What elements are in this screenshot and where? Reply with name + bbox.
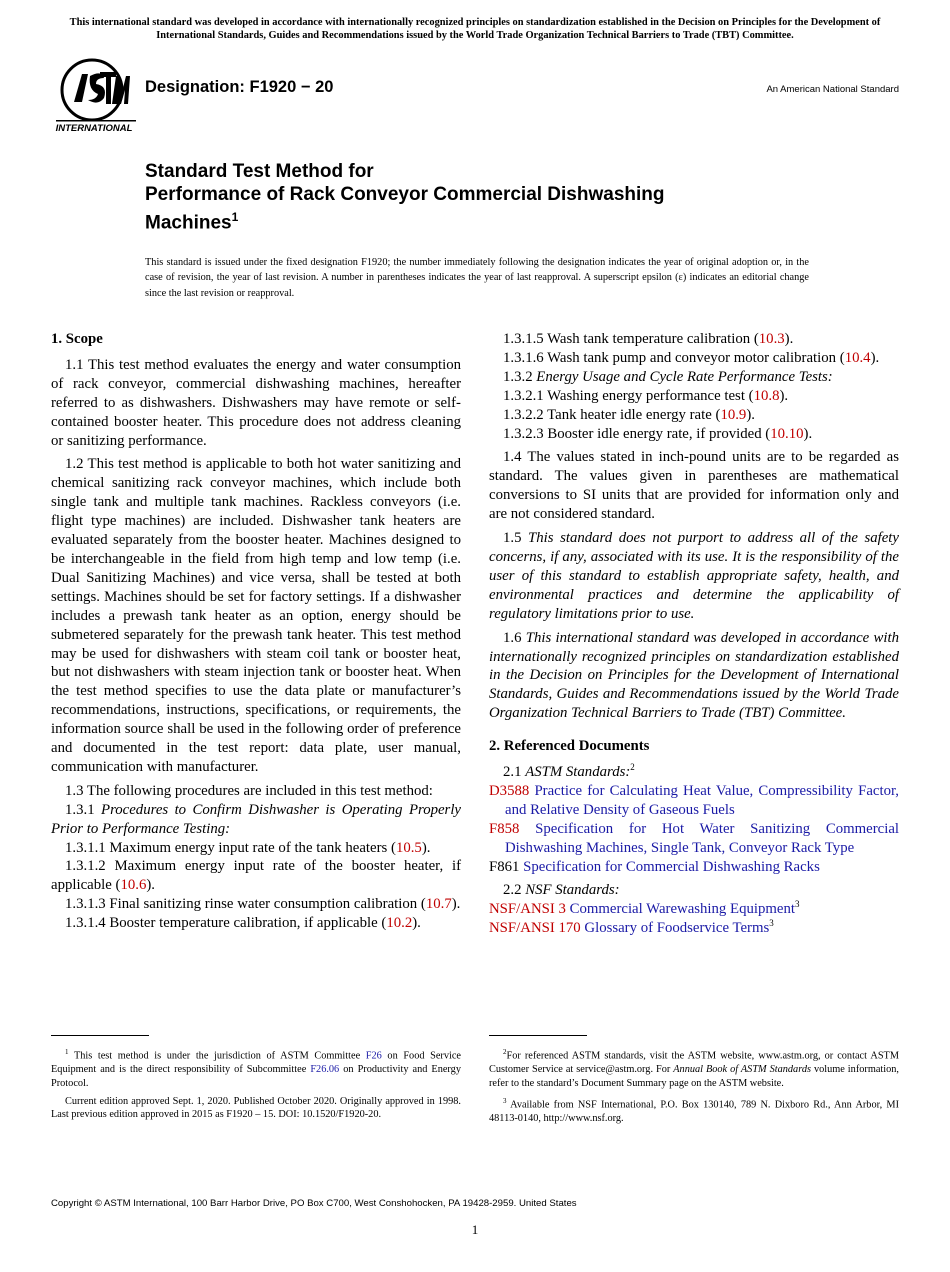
footnotes-left xyxy=(51,1046,461,1126)
ref-item-f858 xyxy=(489,820,899,858)
footnote-3: $^3$ Available from NSF International, P.O. Box 130140, 789 N. Dixboro Rd., Ann Arbor, MI 48113-0140, http://www.nsf.org. xyxy=(489,1096,899,1124)
para-1-3-2-1: 1.3.2.1 Washing energy performance test (10.8). xyxy=(503,387,789,404)
ref-link[interactable]: 10.8 xyxy=(753,387,780,404)
para-1-4: 1.4 The values stated in inch-pound units are to be regarded as standard. The values given in parentheses are mathematical conversions to SI units that are provided for information only and are not considered standard. xyxy=(489,449,899,523)
copyright-notice: Copyright © ASTM International, 100 Barr Harbor Drive, PO Box C700, West Conshohocken, PA 19428-2959. United States xyxy=(51,1198,577,1209)
para-1-3: 1.3 The following procedures are included in this test method: xyxy=(65,782,433,799)
para-1-2: 1.2 This test method is applicable to both hot water sanitizing and chemical sanitizing rack conveyor machines, which include both single tank and multiple tank machines. Rackless conveyors (i.e. flight type machines) are included. Dishwasher tank heaters are evaluated separately from the booster heater. Machines designed to be interchangeable in the field from high temp and low temp (i.e. Dual Sanitizing Machines) and vice versa, shall be tested at both settings. Machines should be set for factory settings. If a dishwasher includes a prewash tank heater as an option, energy should be submetered separately for the prewash tank heater. This test method may be used for dishwashers with steam coil tank or booster heat, but not dishwashers with steam injection tank or booster heat. When the test method specifies to use the data plate or manufacturer’s recommendations, instructions, specifications, or requirements, the information source shall be used in the following order of preference and documented in the test report: data plate, user manual, communication with manufacturer. xyxy=(51,456,461,775)
para-1-3-1: 1.3.1 Procedures to Confirm Dishwasher is Operating Properly Prior to Performance Testing: xyxy=(51,801,461,837)
american-national-standard-label: An American National Standard xyxy=(766,84,899,95)
ref-title-link[interactable]: Commercial Warewashing Equipment xyxy=(569,901,795,918)
footnote-rule-left xyxy=(51,1035,149,1036)
para-1-3-1-1: 1.3.1.1 Maximum energy input rate of the tank heaters (10.5). xyxy=(65,839,431,856)
title-line-1: Standard Test Method for xyxy=(145,161,374,182)
para-1-3-1-6: 1.3.1.6 Wash tank pump and conveyor motor calibration (10.4). xyxy=(503,349,880,366)
para-1-3-2-3: 1.3.2.3 Booster idle energy rate, if provided (10.10). xyxy=(503,425,813,442)
title-line-3: Machines$^1$ xyxy=(145,210,239,234)
para-1-3-2-2: 1.3.2.2 Tank heater idle energy rate (10.9). xyxy=(503,406,755,423)
footnote-edition: Current edition approved Sept. 1, 2020. Published October 2020. Originally approved in 1998. Last previous edition approved in 2015 as F1920 – 15. DOI: 10.1520/F1920-20. xyxy=(51,1095,461,1121)
ref-code-link[interactable]: D3588 xyxy=(489,782,530,799)
astm-standards-label: 2.1 ASTM Standards:$^2$ xyxy=(503,762,635,781)
ref-item-nsf-170: NSF/ANSI 170 Glossary of Foodservice Terms$^3$ xyxy=(489,918,774,937)
ref-item-f861 xyxy=(489,858,899,877)
ref-title-link[interactable]: Specification for Hot Water Sanitizing Commercial Dishwashing Machines, Single Tank, Conveyor Rack Type xyxy=(505,820,899,856)
footnote-rule-right xyxy=(489,1035,587,1036)
ref-code-link[interactable]: F858 xyxy=(489,820,520,837)
para-1-3-2: 1.3.2 Energy Usage and Cycle Rate Performance Tests: xyxy=(503,368,833,385)
ref-title-link[interactable]: Glossary of Foodservice Terms xyxy=(584,920,770,937)
nsf-standards-label: 2.2 NSF Standards: xyxy=(503,882,620,899)
title-line-2: Performance of Rack Conveyor Commercial Dishwashing xyxy=(145,184,665,205)
ref-code-link[interactable]: NSF/ANSI 3 xyxy=(489,901,566,918)
ref-link[interactable]: 10.7 xyxy=(425,896,452,913)
subcommittee-link[interactable]: F26.06 xyxy=(310,1064,340,1076)
ref-link[interactable]: 10.2 xyxy=(386,915,413,932)
footnote-2: $^2$For referenced ASTM standards, visit the ASTM website, www.astm.org, or contact ASTM Customer Service at service@astm.org. For Annual Book of ASTM Standards volume information, refer to the standard’s Document Summary page on the ASTM website. xyxy=(489,1048,899,1089)
ref-link[interactable]: 10.3 xyxy=(758,331,785,347)
para-1-3-1-4: 1.3.1.4 Booster temperature calibration, if applicable (10.2). xyxy=(65,915,421,932)
svg-text:INTERNATIONAL: INTERNATIONAL xyxy=(55,123,133,134)
para-1-3-1-5: 1.3.1.5 Wash tank temperature calibration (10.3). xyxy=(503,331,794,347)
referenced-documents-heading: 2. Referenced Documents xyxy=(489,738,650,755)
document-title xyxy=(145,160,845,234)
page-number: 1 xyxy=(471,1222,479,1237)
para-1-1: 1.1 This test method evaluates the energy and water consumption of rack conveyor, commercial dishwashing machines, hereafter referred to as dishwashers. Dishwashers may have remote or self-contained booster heater. This procedure does not address cleaning or sanitizing performance. xyxy=(51,356,461,449)
ref-title-link[interactable]: Specification for Commercial Dishwashing Racks xyxy=(523,858,820,875)
ref-item-d3588 xyxy=(489,782,899,820)
para-1-5: 1.5 This standard does not purport to address all of the safety concerns, if any, associated with its use. It is the responsibility of the user of this standard to establish appropriate safety, health, and environmental practices and determine the applicability of regulatory limitations prior to use. xyxy=(489,530,899,622)
left-column xyxy=(51,330,461,933)
astm-logo xyxy=(52,56,136,134)
ref-link[interactable]: 10.4 xyxy=(844,349,871,366)
ref-code: F861 xyxy=(489,858,520,875)
footnotes-right xyxy=(489,1046,899,1129)
para-1-3-1-3: 1.3.1.3 Final sanitizing rinse water consumption calibration (10.7). xyxy=(65,896,461,913)
right-column xyxy=(489,330,899,938)
committee-link[interactable]: F26 xyxy=(365,1050,382,1062)
ref-link[interactable]: 10.10 xyxy=(770,425,804,442)
footnote-1: $^1$ This test method is under the jurisdiction of ASTM Committee F26 on Food Service Equipment and is the direct responsibility of Subcommittee F26.06 on Productivity and Energy Protocol. xyxy=(51,1048,461,1089)
ref-title-link[interactable]: Practice for Calculating Heat Value, Compressibility Factor, and Relative Density of Gaseous Fuels xyxy=(505,782,900,818)
ref-link[interactable]: 10.9 xyxy=(720,406,747,423)
ref-link[interactable]: 10.5 xyxy=(395,839,422,856)
tbt-notice: This international standard was developed in accordance with internationally recognized principles on standardization established in the Decision on Principles for the Development of International Standards, Guides and Recommendations issued by the World Trade Organization Technical Barriers to Trade (TBT) Committee. xyxy=(69,17,881,41)
issue-note: This standard is issued under the fixed designation F1920; the number immediately following the designation indicates the year of original adoption or, in the case of revision, the year of last revision. A number in parentheses indicates the year of last reapproval. A superscript epsilon (ε) indicates an editorial change since the last revision or reapproval. xyxy=(145,257,809,299)
designation: Designation: F1920 − 20 xyxy=(145,78,334,96)
ref-item-nsf-3: NSF/ANSI 3 Commercial Warewashing Equipment$^3$ xyxy=(489,899,800,918)
ref-link[interactable]: 10.6 xyxy=(120,877,147,894)
para-1-3-1-2: 1.3.1.2 Maximum energy input rate of the booster heater, if applicable (10.6). xyxy=(51,858,461,894)
title-footnote-marker: 1 xyxy=(231,210,239,224)
ref-code-link[interactable]: NSF/ANSI 170 xyxy=(489,920,581,937)
para-1-6: 1.6 This international standard was developed in accordance with internationally recognized principles on standardization established in the Decision on Principles for the Development of International Standards, Guides and Recommendations issued by the World Trade Organization Technical Barriers to Trade (TBT) Committee. xyxy=(489,629,899,722)
scope-heading: 1. Scope xyxy=(51,331,103,347)
